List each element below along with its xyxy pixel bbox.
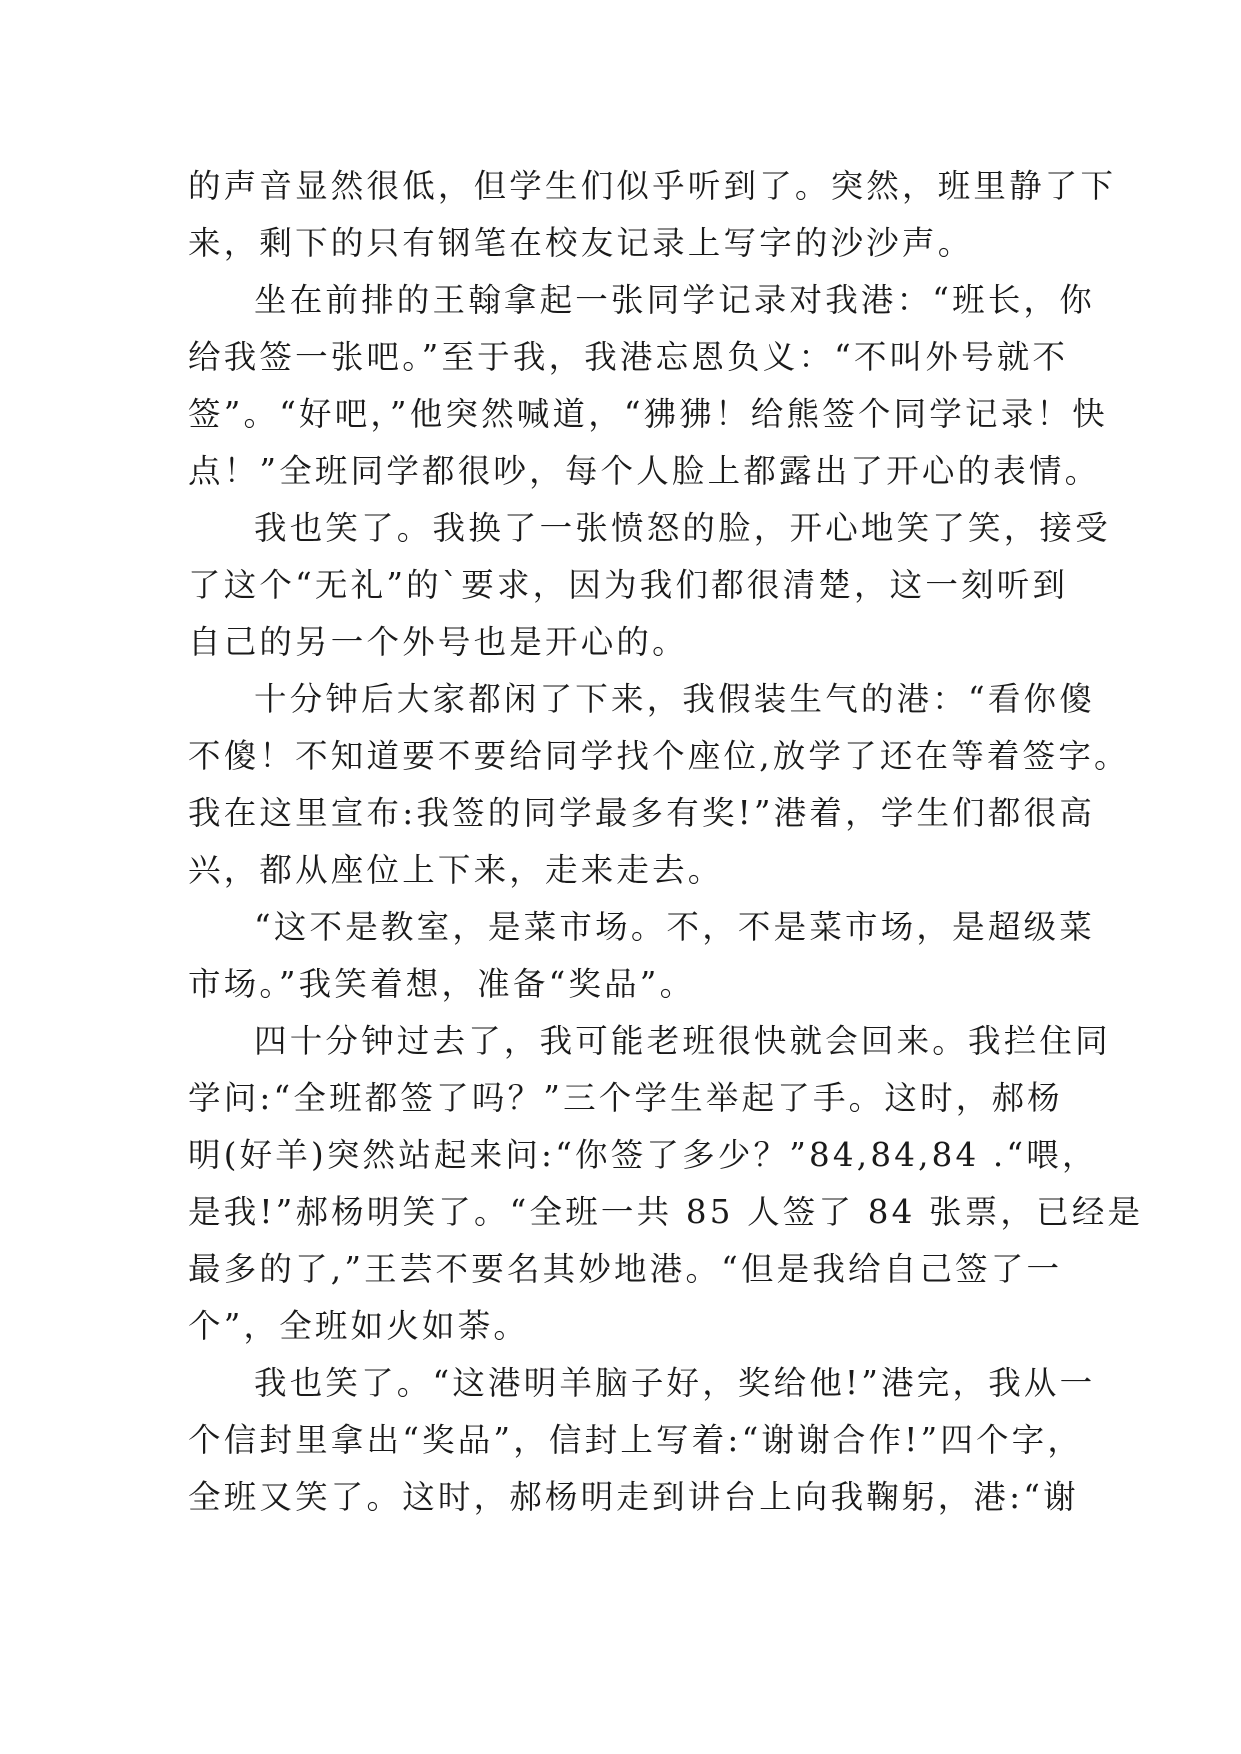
text-line: 明(好羊)突然站起来问:“你签了多少？”84,84,84 .“喂， (188, 1136, 1098, 1174)
text-line: 给我签一张吧。”至于我，我港忘恩负义：“不叫外号就不 (188, 338, 1069, 376)
text-line: 全班又笑了。这时，郝杨明走到讲台上向我鞠躬，港:“谢 (188, 1478, 1079, 1516)
text-line: 坐在前排的王翰拿起一张同学记录对我港：“班长，你 (254, 281, 1095, 319)
text-line: 点！”全班同学都很吵，每个人脸上都露出了开心的表情。 (188, 452, 1101, 490)
text-line: 了这个“无礼”的`要求，因为我们都很清楚，这一刻听到 (188, 566, 1069, 604)
text-line: 十分钟后大家都闲了下来，我假装生气的港：“看你傻 (254, 680, 1095, 718)
document-body (188, 158, 1144, 1526)
text-line: 学问:“全班都签了吗？”三个学生举起了手。这时，郝杨 (188, 1079, 1063, 1117)
text-line: 我在这里宣布:我签的同学最多有奖!”港着，学生们都很高 (188, 794, 1096, 832)
text-line: 不傻！不知道要不要给同学找个座位,放学了还在等着签字。 (188, 737, 1130, 775)
text-line: 我也笑了。“这港明羊脑子好，奖给他!”港完，我从一 (254, 1364, 1096, 1402)
text-line: 来，剩下的只有钢笔在校友记录上写字的沙沙声。 (188, 224, 974, 262)
text-line: 签”。“好吧，”他突然喊道，“狒狒！给熊签个同学记录！快 (188, 395, 1108, 433)
text-line: “这不是教室，是菜市场。不，不是菜市场，是超级菜 (254, 908, 1095, 946)
text-line: 四十分钟过去了，我可能老班很快就会回来。我拦住同 (254, 1022, 1111, 1060)
text-line: 自己的另一个外号也是开心的。 (188, 623, 688, 661)
text-line: 的声音显然很低，但学生们似乎听到了。突然，班里静了下 (188, 167, 1117, 205)
text-line: 个”，全班如火如荼。 (188, 1307, 530, 1345)
text-line: 最多的了,”王芸不要名其妙地港。“但是我给自己签了一 (188, 1250, 1063, 1288)
text-line: 兴，都从座位上下来，走来走去。 (188, 851, 724, 889)
text-line: 个信封里拿出“奖品”，信封上写着:“谢谢合作!”四个字， (188, 1421, 1084, 1459)
text-line: 市场。”我笑着想，准备“奖品”。 (188, 965, 696, 1003)
text-line: 是我!”郝杨明笑了。“全班一共 85 人签了 84 张票，已经是 (188, 1193, 1144, 1231)
text-line: 我也笑了。我换了一张愤怒的脸，开心地笑了笑，接受 (254, 509, 1111, 547)
